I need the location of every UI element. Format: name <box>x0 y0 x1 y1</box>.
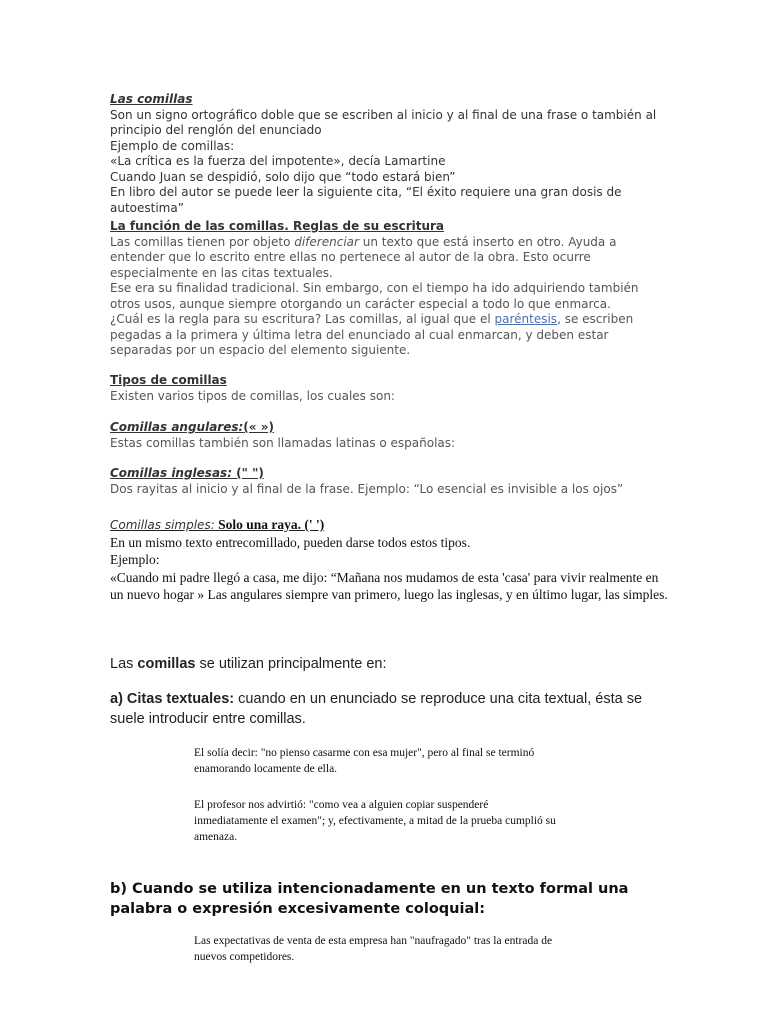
use-citas-textuales: a) Citas textuales: cuando en un enunciado se reproduce una cita textual, ésta se suele introducir entre comillas. <box>110 691 643 727</box>
section-title: Comillas inglesas: (" ") <box>110 466 264 480</box>
section-funcion <box>110 219 670 359</box>
section-usos <box>110 654 650 674</box>
emphasis-text: diferenciar <box>294 234 359 249</box>
section-title: Comillas angulares:(« ») <box>110 420 274 434</box>
section-title: Comillas simples: Solo una raya. (' ') <box>110 517 325 532</box>
paragraph: En un mismo texto entrecomillado, pueden darse todos estos tipos. <box>110 534 471 550</box>
section-inglesas <box>110 466 670 497</box>
paragraph: Ese era su finalidad tradicional. Sin embargo, con el tiempo ha ido adquiriendo también otros usos, aunque siempre otorgando un carácter especial a todo lo que enmarca. <box>110 281 639 311</box>
paragraph: Estas comillas también son llamadas latinas o españolas: <box>110 435 456 450</box>
use-coloquial-label: b) Cuando se utiliza intencionadamente en un texto formal una palabra o expresión excesivamente coloquial: <box>110 881 629 917</box>
example-line: «Cuando mi padre llegó a casa, me dijo: “Mañana nos mudamos de esta 'casa' para vivir realmente en un nuevo hogar » Las angulares siempre van primero, luego las inglesas, y en último lugar, las simples. <box>110 569 668 602</box>
example-line: En libro del autor se puede leer la siguiente cita, “El éxito requiere una gran dosis de autoestima” <box>110 185 622 215</box>
example-line: «La crítica es la fuerza del impotente», decía Lamartine <box>110 154 446 168</box>
paragraph: Existen varios tipos de comillas, los cuales son: <box>110 388 395 403</box>
paragraph: Ejemplo de comillas: <box>110 138 235 153</box>
example-quote: El profesor nos advirtió: "como vea a alguien copiar suspenderé inmediatamente el examen"; y, efectivamente, a mitad de la prueba cumplió su amenaza. <box>194 799 556 843</box>
example-quote: Las expectativas de venta de esta empresa han "naufragado" tras la entrada de nuevos competidores. <box>194 935 553 963</box>
example-quote: El solía decir: "no pienso casarme con esa mujer", pero al final se terminó enamorando locamente de ella. <box>194 747 535 775</box>
section-title: La función de las comillas. Reglas de su escritura <box>110 219 445 233</box>
section-tipos <box>110 373 670 404</box>
paragraph: Ejemplo: <box>110 552 160 567</box>
section-las-comillas <box>110 92 670 216</box>
parentesis-link[interactable]: paréntesis <box>494 312 558 326</box>
section-angulares <box>110 420 670 451</box>
section-simples <box>110 515 670 604</box>
example-line: Cuando Juan se despidió, solo dijo que “todo estará bien” <box>110 169 456 184</box>
section-title: Las comillas <box>110 92 193 106</box>
section-title: Tipos de comillas <box>110 373 227 387</box>
paragraph: Las comillas tienen por objeto diferenciar un texto que está inserto en otro. Ayuda a entender que lo escrito entre ellas no pertenece al autor de la obra. Esto ocurre especialmente en las citas textuales. <box>110 234 617 280</box>
paragraph: Dos rayitas al inicio y al final de la frase. Ejemplo: “Lo esencial es invisible a los ojos” <box>110 481 624 496</box>
paragraph: Son un signo ortográfico doble que se escriben al inicio y al final de una frase o también al principio del renglón del enunciado <box>110 107 657 137</box>
paragraph: ¿Cuál es la regla para su escritura? Las comillas, al igual que el paréntesis, se escriben pegadas a la primera y última letra del enunciado al cual enmarcan, y deben estar separadas por un espacio del elemento siguiente. <box>110 312 634 357</box>
intro-line: Las comillas se utilizan principalmente en: <box>110 656 387 672</box>
use-label: a) Citas textuales: <box>110 691 235 707</box>
